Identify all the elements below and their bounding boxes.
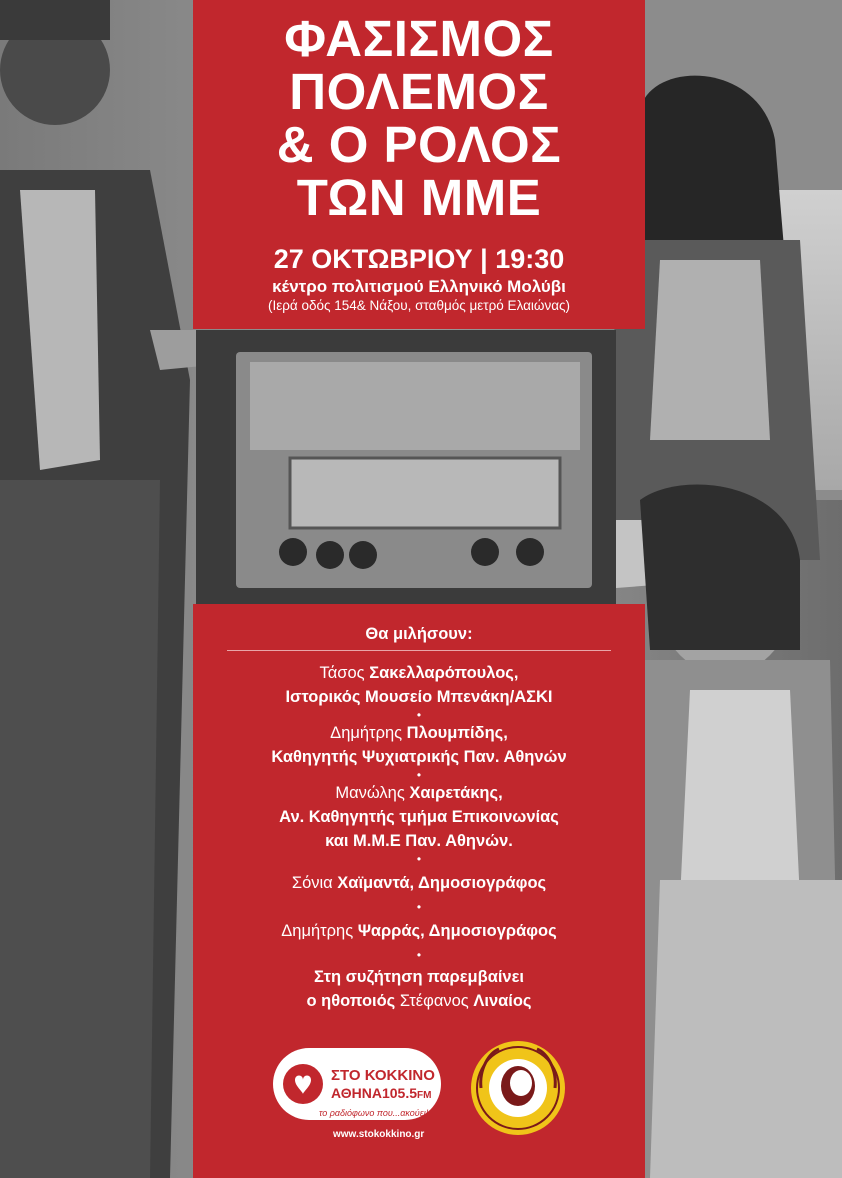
bullet-separator: • — [416, 852, 422, 866]
speaker-surname: Πλουμπίδης, — [406, 724, 508, 742]
bullet-separator: • — [416, 900, 422, 914]
title-panel — [193, 0, 645, 329]
sponsor-logos — [273, 1036, 573, 1146]
radio-station-logo — [273, 1036, 443, 1146]
speaker-entry — [193, 871, 645, 895]
speaker-role: Αν. Καθηγητής τμήμα Επικοινωνίας — [279, 808, 559, 826]
speaker-entry — [193, 661, 645, 685]
speaker-entry — [193, 919, 645, 943]
guest-intro: Στη συζήτηση παρεμβαίνει — [313, 968, 525, 986]
radio-url[interactable]: www.stokokkino.gr — [333, 1129, 425, 1140]
guest-first-name: Στέφανος — [399, 992, 474, 1010]
svg-text:www.stokokkino.gr — [332, 1129, 424, 1140]
svg-text:ΣΤΟ ΚΟΚΚΙΝΟ — [331, 1067, 435, 1084]
event-title — [193, 12, 645, 224]
event-date-time: 27 ΟΚΤΩΒΡΙΟΥ | 19:30 — [273, 244, 565, 274]
speaker-first-name: Τάσος — [319, 664, 370, 682]
title-line: ΦΑΣΙΣΜΟΣ — [284, 10, 554, 67]
speaker-role: και Μ.Μ.Ε Παν. Αθηνών. — [325, 832, 513, 850]
event-address: (Ιερά οδός 154& Νάξου, σταθμός μετρό Ελαιώνας) — [267, 298, 571, 313]
radio-name: ΣΤΟ ΚΟΚΚΙΝΟ — [331, 1067, 435, 1084]
radio-city: ΑΘΗΝΑ — [331, 1085, 382, 1101]
speaker-surname: Χαιρετάκης, — [409, 784, 503, 802]
speaker-surname: Σακελλαρόπουλος, — [369, 664, 519, 682]
speaker-first-name: Δημήτρης — [281, 922, 358, 940]
title-line: ΤΩΝ ΜΜΕ — [296, 169, 542, 226]
municipality-seal-icon — [469, 1039, 567, 1137]
speaker-first-name: Σόνια — [291, 874, 338, 892]
guest-role: ο ηθοποιός — [306, 992, 400, 1010]
speaker-first-name: Δημήτρης — [330, 724, 407, 742]
radio-fm: FM — [417, 1090, 432, 1101]
bullet-separator: • — [416, 948, 422, 962]
title-line: ΠΟΛΕΜΟΣ — [289, 63, 549, 120]
svg-text:ΑΘΗΝΑ105.5FM — [331, 1085, 431, 1101]
speakers-panel — [193, 604, 645, 1178]
bullet-separator: • — [416, 708, 422, 722]
speaker-first-name: Μανώλης — [335, 784, 410, 802]
guest-surname: Λιναίος — [473, 992, 532, 1010]
title-line: & Ο ΡΟΛΟΣ — [276, 116, 562, 173]
speaker-role: Καθηγητής Ψυχιατρικής Παν. Αθηνών — [271, 748, 567, 766]
guest-entry — [193, 989, 645, 1013]
radio-slogan: το ραδιόφωνο που...ακούει! — [319, 1108, 429, 1118]
radio-frequency: 105.5 — [381, 1085, 418, 1101]
bullet-separator: • — [416, 768, 422, 782]
speaker-role: Ιστορικός Μουσείο Μπενάκη/ΑΣΚΙ — [285, 688, 553, 706]
speaker-entry — [193, 781, 645, 805]
speaker-surname: Χαϊμαντά, Δημοσιογράφος — [337, 874, 547, 892]
speakers-heading: Θα μιλήσουν: — [365, 625, 473, 643]
speaker-entry — [193, 721, 645, 745]
svg-text:το ραδιόφωνο που...ακούει! — [319, 1108, 429, 1118]
divider — [227, 650, 611, 651]
speaker-surname: Ψαρράς, Δημοσιογράφος — [357, 922, 557, 940]
event-venue: κέντρο πολιτισμού Ελληνικό Μολύβι — [272, 277, 566, 296]
